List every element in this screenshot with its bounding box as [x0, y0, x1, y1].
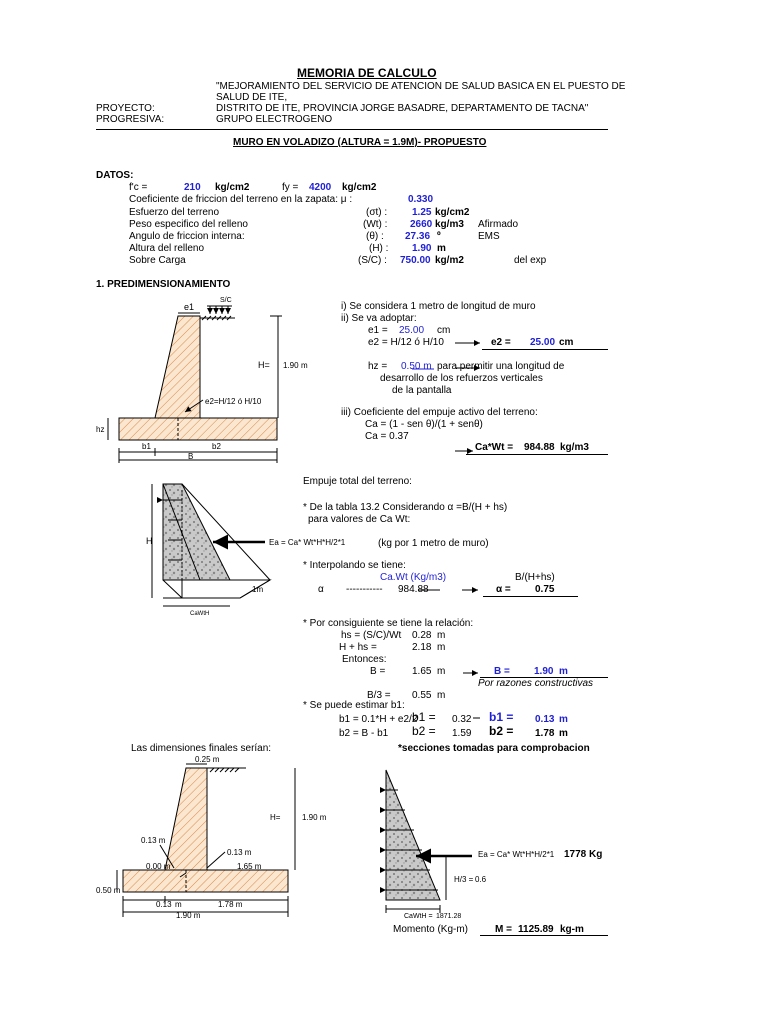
h-diagram-label: H=: [258, 360, 270, 370]
cawt-value: 984.88: [524, 442, 555, 453]
B-result-value: 1.90: [534, 666, 554, 677]
datos-row-value: 750.00: [400, 255, 431, 266]
b3-unit: m: [437, 690, 446, 701]
predim-heading: 1. PREDIMENSIONAMIENTO: [96, 279, 231, 290]
M-value: 1125.89: [518, 924, 554, 935]
datos-row-label: Esfuerzo del terreno: [129, 207, 220, 218]
b1-result-label: b1 =: [489, 710, 514, 724]
project-line-2: SALUD DE ITE,: [216, 92, 288, 103]
ea-note: (kg por 1 metro de muro): [378, 538, 489, 549]
diag-1m-label: 1m: [252, 585, 264, 594]
cawth-final-label: CaWtH =: [404, 913, 433, 920]
hz-label: hz =: [368, 361, 388, 372]
progress-label: PROGRESIVA:: [96, 114, 165, 125]
hhs-unit: m: [437, 642, 446, 653]
interp-col-2: B/(H+hs): [515, 572, 555, 583]
final-zero: 0.00 m: [146, 862, 171, 871]
hhs-label: H + hs =: [339, 642, 377, 653]
final-bot-013: 0.13: [156, 900, 172, 909]
fy-unit: kg/cm2: [342, 182, 377, 193]
datos-row-unit: kg/m2: [435, 255, 464, 266]
pressure-diagram-1: [146, 484, 480, 718]
h3-label: H/3 =: [454, 875, 474, 884]
b2-formula: b2 = B - b1: [339, 728, 389, 739]
sc-label: S/C: [220, 297, 232, 304]
datos-row-symbol: (S/C) :: [358, 255, 387, 266]
progress-value: GRUPO ELECTROGENO: [216, 114, 333, 125]
ea-formula-1: Ea = Ca* Wt*H*H/2*1: [269, 538, 346, 547]
datos-row-label: Coeficiente de friccion del terreno en la zapata: μ :: [129, 194, 353, 205]
datos-row-note: Afirmado: [478, 219, 519, 230]
ea-value: 1778 Kg: [564, 849, 603, 860]
ground-hatch-icon: [210, 768, 239, 772]
datos-row-symbol: (θ) :: [366, 231, 384, 242]
ea-formula-2: Ea = Ca* Wt*H*H/2*1: [478, 850, 555, 859]
h-diagram-unit: m: [301, 361, 308, 370]
entonces: Entonces:: [342, 654, 387, 665]
datos-row-value: 0.330: [408, 194, 434, 205]
h3-value: 0.6: [475, 875, 487, 884]
datos-row-value: 2660: [410, 219, 433, 230]
b2-diagram-label: b2: [212, 442, 221, 451]
M-label: M =: [495, 924, 512, 935]
estimar-b1: * Se puede estimar b1:: [303, 700, 405, 711]
dims-title: Las dimensiones finales serían:: [131, 743, 272, 754]
b2-result-unit: m: [559, 728, 568, 739]
datos-row-unit: kg/cm2: [435, 207, 470, 218]
B-result-label: B =: [494, 666, 510, 677]
h-diagram-value: 1.90: [283, 361, 299, 370]
b1-result-value: 0.13: [535, 714, 555, 725]
page-title: MEMORIA DE CALCULO: [297, 66, 437, 80]
interp-cawt: 984.88: [398, 584, 429, 595]
datos-row-value: 27.36: [405, 231, 431, 242]
final-H-label: H=: [270, 813, 281, 822]
e2-result-unit: cm: [559, 337, 574, 348]
datos-row-unit: m: [437, 243, 446, 254]
e2-result-label: e2 =: [491, 337, 511, 348]
diag-H-label: H: [146, 536, 153, 546]
datos-row-symbol: (H) :: [369, 243, 389, 254]
hz-value: 0.50 m: [401, 361, 432, 372]
pressure-diagram-final: [386, 770, 602, 920]
fc-value: 210: [184, 182, 201, 193]
B-label: B =: [370, 666, 386, 677]
datos-row-label: Altura del relleno: [129, 243, 205, 254]
b2-result-label: b2 =: [489, 724, 514, 738]
hhs-value: 2.18: [412, 642, 432, 653]
e2-label: e2 = H/12 ó H/10: [368, 337, 444, 348]
B-result-unit: m: [559, 666, 568, 677]
cawt-unit: kg/m3: [560, 442, 589, 453]
project-line-3: DISTRITO DE ITE, PROVINCIA JORGE BASADRE, DEPARTAMENTO DE TACNA": [216, 103, 589, 114]
b3-value: 0.55: [412, 690, 432, 701]
relacion-title: * Por consiguiente se tiene la relación:: [303, 618, 474, 629]
fy-value: 4200: [309, 182, 332, 193]
interpolando: * Interpolando se tiene:: [303, 560, 406, 571]
wall-footing: [119, 418, 277, 440]
e1-label: e1 =: [368, 325, 388, 336]
b1-diagram-label: b1: [142, 442, 151, 451]
wall-diagram-1: [96, 297, 480, 463]
razones-constructivas: Por razones constructivas: [478, 678, 594, 689]
predim-line-1: i) Se considera 1 metro de longitud de muro: [341, 301, 536, 312]
cawt-label: Ca*Wt =: [475, 442, 514, 453]
fc-unit: kg/cm2: [215, 182, 250, 193]
final-bot-178: 1.78 m: [218, 900, 243, 909]
diag-cawth-label: CaWtH: [190, 611, 210, 617]
final-top-label: 0.25 m: [195, 755, 220, 764]
interp-dashes: -----------: [346, 584, 383, 595]
final-foot-050: 0.50 m: [96, 886, 121, 895]
wall-stem: [155, 316, 200, 418]
tabla-line-1: * De la tabla 13.2 Considerando α =B/(H + hs): [303, 502, 508, 513]
final-right-165: 1.65 m: [237, 862, 262, 871]
final-H-value: 1.90 m: [302, 813, 327, 822]
hs-unit: m: [437, 630, 446, 641]
datos-row-label: Peso especifico del relleno: [129, 219, 248, 230]
b1-formula: b1 = 0.1*H + e2/2: [339, 714, 418, 725]
e1-diagram-label: e1: [184, 302, 195, 312]
e2-result-value: 25.00: [530, 337, 556, 348]
datos-row-note: EMS: [478, 231, 500, 242]
alpha-symbol: α: [318, 584, 324, 595]
datos-row-value: 1.90: [412, 243, 432, 254]
B-value: 1.65: [412, 666, 432, 677]
datos-row-label: Angulo de friccion interna:: [129, 231, 245, 242]
b1-value: 0.32: [452, 714, 472, 725]
alpha-result-label: α =: [496, 584, 511, 595]
surcharge-arrows-icon: [207, 306, 232, 314]
datos-row-symbol: (σt) :: [366, 207, 388, 218]
project-line-1: "MEJORAMIENTO DEL SERVICIO DE ATENCION DE SALUD BASICA EN EL PUESTO DE: [216, 81, 626, 92]
final-left-013: 0.13 m: [141, 836, 166, 845]
e1-value: 25.00: [399, 325, 425, 336]
ca-value: Ca = 0.37: [365, 431, 409, 442]
fy-label: fy =: [282, 182, 299, 193]
alpha-result-value: 0.75: [535, 584, 555, 595]
datos-row-unit: º: [437, 231, 441, 242]
datos-row-note: del exp: [514, 255, 547, 266]
b2-result-value: 1.78: [535, 728, 555, 739]
b2-symbol: b2 =: [412, 724, 436, 738]
M-unit: kg-m: [560, 924, 584, 935]
e1-unit: cm: [437, 325, 451, 336]
B-unit: m: [437, 666, 446, 677]
final-bot-013-unit: m: [175, 900, 182, 909]
sections-title: *secciones tomadas para comprobacion: [398, 743, 590, 754]
final-bot-190: 1.90 m: [176, 911, 201, 920]
datos-row-value: 1.25: [412, 207, 432, 218]
e2-diagram-label: e2=H/12 ó H/10: [205, 397, 262, 406]
b2-value: 1.59: [452, 728, 472, 739]
fc-label: f'c =: [129, 182, 148, 193]
hz-text-2: desarrollo de los refuerzos verticales: [380, 373, 543, 384]
datos-row-unit: kg/m3: [435, 219, 464, 230]
hz-diagram-label: hz: [96, 425, 105, 434]
predim-line-2: ii) Se va adoptar:: [341, 313, 417, 324]
subtitle: MURO EN VOLADIZO (ALTURA = 1.9M)- PROPUESTO: [233, 137, 487, 148]
datos-row-symbol: (Wt) :: [363, 219, 388, 230]
wall-diagram-final: [96, 755, 327, 920]
tabla-line-2: para valores de Ca Wt:: [308, 514, 411, 525]
final-mid-013: 0.13 m: [227, 848, 252, 857]
cawth-final-value: 1871.28: [436, 913, 462, 920]
datos-label: DATOS:: [96, 170, 134, 181]
B-diagram-label: B: [188, 452, 194, 461]
b1-result-unit: m: [559, 714, 568, 725]
hs-value: 0.28: [412, 630, 432, 641]
b1-symbol: b1 =: [412, 710, 436, 724]
ca-formula: Ca = (1 - sen θ)/(1 + senθ): [365, 419, 483, 430]
project-label: PROYECTO:: [96, 103, 155, 114]
coef-title: iii) Coeficiente del empuje activo del terreno:: [341, 407, 538, 418]
hz-text-1: para permitir una longitud de: [437, 361, 565, 372]
hz-text-3: de la pantalla: [392, 385, 452, 396]
datos-row-label: Sobre Carga: [129, 255, 186, 266]
momento-label: Momento (Kg-m): [393, 924, 469, 935]
b3-label: B/3 =: [367, 690, 391, 701]
hs-label: hs = (S/C)/Wt: [341, 630, 402, 641]
empuje-title: Empuje total del terreno:: [303, 476, 412, 487]
interp-col-1: Ca.Wt (Kg/m3): [380, 572, 447, 583]
